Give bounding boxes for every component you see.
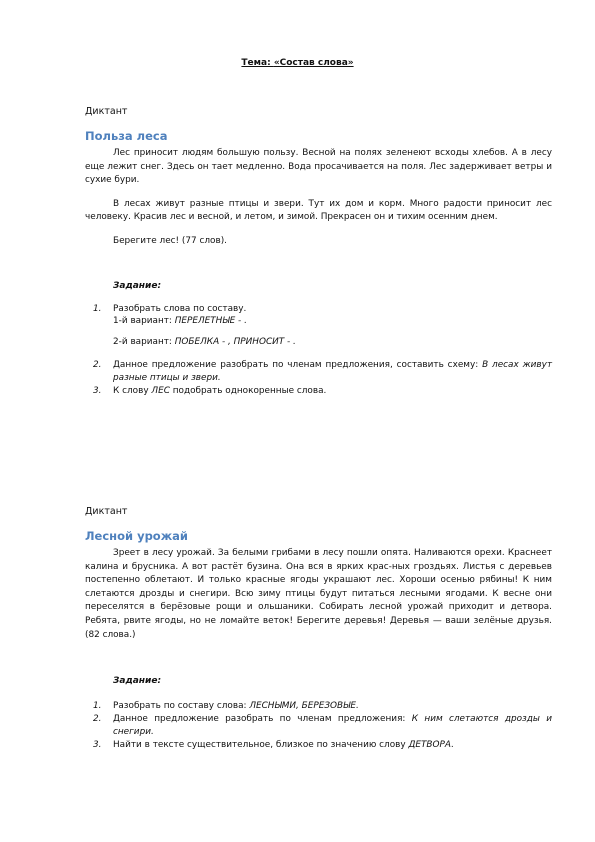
task-label: Задание: bbox=[113, 676, 162, 687]
task-list bbox=[85, 700, 552, 751]
dictation-paragraph: Зреет в лесу урожай. За белыми грибами в лесу пошли опята. Наливаются орехи. Краснеет калина и брусника. А вот растёт бузина. Она вся в ярких крас-ных гроздьях. Листья с деревьев постепенно облетают. И только красные ягоды украшают лес. Хороши осенью рябины! К ним слетаются дрозды и снегири. Всю зиму птицы будут питаться лесными ягодами. К весне они переселятся в берёзовые рощи и ольшаники. Собирать лесной урожай приходит и детвора. Ребята, рвите ягоды, но не ломайте веток! Берегите деревья! Деревья — ваши зелёные друзья. (82 слова.) bbox=[85, 548, 552, 640]
task-item: 3. Найти в тексте существительное, близкое по значению слову ДЕТВОРА. bbox=[93, 739, 454, 750]
task-item: 3. К слову ЛЕС подобрать однокоренные слова. bbox=[93, 385, 327, 396]
dictation-closing: Берегите лес! (77 слов). bbox=[113, 235, 227, 246]
dictation-1 bbox=[85, 106, 552, 397]
task-label: Задание: bbox=[113, 280, 162, 291]
task-item: 1. Разобрать слова по составу. 1-й вариант: ПЕРЕЛЕТНЫЕ - . 2-й вариант: ПОБЕЛКА - , ПРИНОСИТ - . bbox=[93, 303, 296, 348]
task-item: 2. Данное предложение разобрать по членам предложения: К ним слетаются дрозды и снегири. bbox=[93, 713, 552, 737]
dictation-paragraph: В лесах живут разные птицы и звери. Тут их дом и корм. Много радости приносит лес человеку. Красив лес и весной, и летом, и зимой. Прекрасен он и тихим осенним днем. bbox=[85, 198, 552, 223]
dictation-heading: Польза леса bbox=[85, 129, 168, 143]
dictation-heading: Лесной урожай bbox=[85, 529, 188, 543]
topic-title: Тема: «Состав слова» bbox=[241, 58, 354, 68]
dictation-label: Диктант bbox=[85, 106, 128, 117]
dictation-paragraph: Лес приносит людям большую пользу. Весной на полях зеленеют всходы хлебов. А в лесу еще лежит снег. Здесь он тает медленно. Вода просачивается на поля. Лес задерживает ветры и сухие бури. bbox=[85, 148, 552, 186]
dictation-label: Диктант bbox=[85, 506, 128, 517]
task-item: 2. Данное предложение разобрать по членам предложения, составить схему: В лесах живут разные птицы и звери. bbox=[93, 359, 552, 383]
task-item: 1. Разобрать по составу слова: ЛЕСНЫМИ, БЕРЕЗОВЫЕ. bbox=[93, 701, 359, 712]
task-list bbox=[85, 303, 552, 398]
dictation-2 bbox=[85, 506, 552, 751]
